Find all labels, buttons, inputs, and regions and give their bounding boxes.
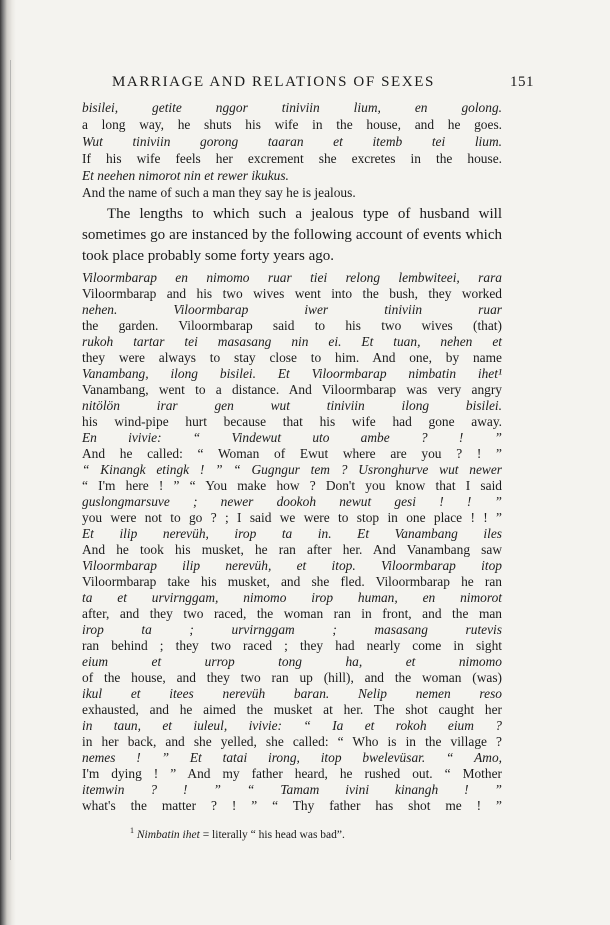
footnote-gloss: = literally “ his head was bad”. (202, 828, 345, 841)
vernacular-line: Viloormbarap en nimomo ruar tiei relong lembwiteei, rara (82, 270, 502, 285)
vernacular-line: guslongmarsuve ; newer dookoh newut gesi ! ! ” (82, 494, 502, 509)
paragraph-text: The lengths to which such a jealous type of husband will sometimes go are instanced by the following account of events which took place probably some forty years ago. (82, 206, 502, 264)
vernacular-line: bisilei, getite nggor tiniviin lium, en golong. (82, 100, 502, 115)
vernacular-line: eium et urrop tong ha, et nimomo (82, 654, 502, 669)
translation-line: Viloormbarap take his musket, and she fled. Viloormbarap he ran (82, 574, 502, 589)
vernacular-line: Et ilip nerevüh, irop ta in. Et Vanambang iles (82, 526, 502, 541)
footnote (130, 826, 345, 841)
vernacular-line: En ivivie: “ Vindewut uto ambe ? ! ” (82, 430, 502, 445)
translation-line: ran behind ; they two raced ; they had nearly come in sight (82, 638, 502, 653)
translation-line: a long way, he shuts his wife in the house, and he goes. (82, 117, 502, 132)
translation-line: in her back, and she yelled, she called: “ Who is in the village ? (82, 734, 502, 749)
translation-line: his wind-pipe hurt because that his wife had gone away. (82, 414, 502, 429)
translation-line: And the name of such a man they say he is jealous. (82, 185, 356, 200)
footnote-marker: 1 (130, 826, 134, 835)
running-title: MARRIAGE AND RELATIONS OF SEXES (112, 74, 435, 90)
translation-line: I'm dying ! ” And my father heard, he rushed out. “ Mother (82, 766, 502, 781)
vernacular-line: Viloormbarap ilip nerevüh, et itop. Viloormbarap itop (82, 558, 502, 573)
translation-line: they were always to stay close to him. And one, by name (82, 350, 502, 365)
vernacular-line: ikul et itees nerevüh baran. Nelip nemen reso (82, 686, 502, 701)
translation-line: you were not to go ? ; I said we were to stop in one place ! ! ” (82, 510, 502, 525)
vernacular-line: nitölön irar gen wut tiniviin ilong bisilei. (82, 398, 502, 413)
translation-line: And he called: “ Woman of Ewut where are you ? ! ” (82, 446, 502, 461)
vernacular-line: ta et urvirnggam, nimomo irop human, en nimorot (82, 590, 502, 605)
binding-gutter (0, 0, 16, 925)
translation-line: the garden. Viloormbarap said to his two wives (that) (82, 318, 502, 333)
body-paragraph (82, 204, 502, 267)
translation-line: If his wife feels her excrement she excretes in the house. (82, 151, 502, 166)
vernacular-line: Wut tiniviin gorong taaran et itemb tei lium. (82, 134, 502, 149)
translation-line: Vanambang, went to a distance. And Viloormbarap was very angry (82, 382, 502, 397)
vernacular-line: itemwin ? ! ” “ Tamam ivini kinangh ! ” (82, 782, 502, 797)
vernacular-line: rukoh tartar tei masasang nin ei. Et tuan, nehen et (82, 334, 502, 349)
vernacular-line: irop ta ; urvirnggam ; masasang rutevis (82, 622, 502, 637)
running-header (112, 74, 534, 94)
page-number: 151 (510, 74, 534, 90)
vernacular-line: in taun, et iuleul, ivivie: “ Ia et rokoh eium ? (82, 718, 502, 733)
translation-line: And he took his musket, he ran after her. And Vanambang saw (82, 542, 502, 557)
translation-line: Viloormbarap and his two wives went into the bush, they worked (82, 286, 502, 301)
vernacular-line: nemes ! ” Et tatai irong, itop bwelevüsar. “ Amo, (82, 750, 502, 765)
translation-line: what's the matter ? ! ” “ Thy father has shot me ! ” (82, 798, 502, 813)
vernacular-line: Vanambang, ilong bisilei. Et Viloormbarap nimbatin ihet¹ (82, 366, 502, 381)
translation-line: of the house, and they two ran up (hill), and the woman (was) (82, 670, 502, 685)
footnote-term: Nimbatin ihet (136, 828, 200, 841)
translation-line: exhausted, and he aimed the musket at her. The shot caught her (82, 702, 502, 717)
vernacular-line: “ Kinangk etingk ! ” “ Gugngur tem ? Usronghurve wut newer (82, 462, 502, 477)
vernacular-line: nehen. Viloormbarap iwer tiniviin ruar (82, 302, 502, 317)
vernacular-line: Et neehen nimorot nin et rewer ikukus. (82, 168, 289, 183)
translation-line: after, and they two raced, the woman ran in front, and the man (82, 606, 502, 621)
translation-line: “ I'm here ! ” “ You make how ? Don't you know that I said (82, 478, 502, 493)
